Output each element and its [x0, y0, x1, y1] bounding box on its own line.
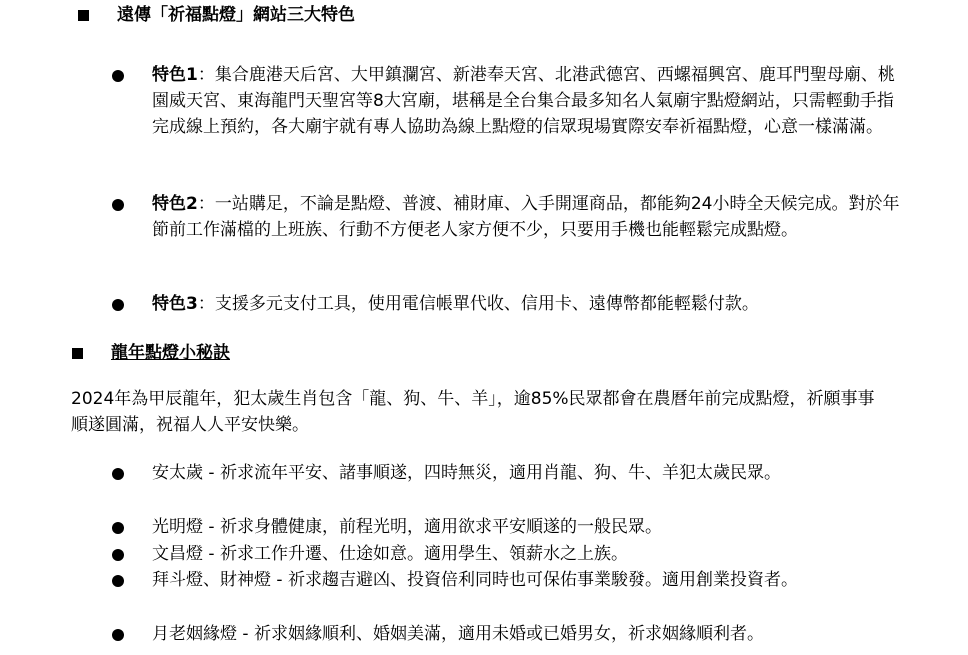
- lamp-item: [112, 460, 902, 486]
- feature-item: [112, 191, 902, 243]
- bullet-icon: [112, 468, 124, 480]
- square-bullet-icon: [78, 10, 89, 21]
- feature-text: ：集合鹿港天后宮、大甲鎮瀾宮、新港奉天宮、北港武德宮、西螺福興宮、鹿耳門聖母廟、桃園威天宮、東海龍門天聖宮等8大宮廟，堪稱是全台集合最多知名人氣廟宇點燈網站，只需輕動手指完成線上預約，各大廟宇就有專人協助為線上點燈的信眾現場實際安奉祈福點燈，心意一樣滿滿。: [152, 65, 895, 137]
- lamp-item: [112, 514, 902, 540]
- bullet-icon: [112, 629, 124, 641]
- bullet-icon: [112, 199, 124, 211]
- lamp-item: [112, 541, 902, 567]
- bullet-icon: [112, 299, 124, 311]
- bullet-icon: [112, 575, 124, 587]
- lamp-text: 月老姻緣燈 - 祈求姻緣順利、婚姻美滿，適用未婚或已婚男女，祈求姻緣順利者。: [152, 624, 764, 644]
- lamp-item: [112, 567, 902, 593]
- lamp-text: 光明燈 - 祈求身體健康，前程光明，適用欲求平安順遂的一般民眾。: [152, 517, 662, 537]
- lamp-text: 安太歲 - 祈求流年平安、諸事順遂，四時無災，適用肖龍、狗、牛、羊犯太歲民眾。: [152, 463, 781, 483]
- feature-text: ：支援多元支付工具，使用電信帳單代收、信用卡、遠傳幣都能輕鬆付款。: [197, 294, 759, 314]
- section-title: 龍年點燈小秘訣: [111, 343, 230, 363]
- square-bullet-icon: [72, 348, 83, 359]
- bullet-icon: [112, 522, 124, 534]
- lamp-text: 拜斗燈、財神燈 - 祈求趨吉避凶、投資倍利同時也可保佑事業駿發。適用創業投資者。: [152, 570, 798, 590]
- section-heading-features: [78, 2, 355, 28]
- section-title: 遠傳「祈福點燈」網站三大特色: [117, 5, 355, 25]
- feature-item: [112, 291, 902, 317]
- intro-paragraph: 2024年為甲辰龍年，犯太歲生肖包含「龍、狗、牛、羊」，逾85%民眾都會在農曆年前完成點燈，祈願事事順遂圓滿，祝福人人平安快樂。: [71, 389, 875, 435]
- bullet-icon: [112, 549, 124, 561]
- lamp-text: 文昌燈 - 祈求工作升遷、仕途如意。適用學生、領薪水之上族。: [152, 544, 628, 564]
- feature-text: ：一站購足，不論是點燈、普渡、補財庫、入手開運商品，都能夠24小時全天候完成。對於年節前工作滿檔的上班族、行動不方便老人家方便不少，只要用手機也能輕鬆完成點燈。: [152, 194, 900, 240]
- bullet-icon: [112, 70, 124, 82]
- feature-item: [112, 62, 902, 140]
- feature-label: 特色3: [152, 294, 198, 314]
- section-heading-tips: [72, 340, 230, 366]
- feature-label: 特色1: [152, 65, 198, 85]
- lamp-item: [112, 621, 902, 647]
- feature-label: 特色2: [152, 194, 198, 214]
